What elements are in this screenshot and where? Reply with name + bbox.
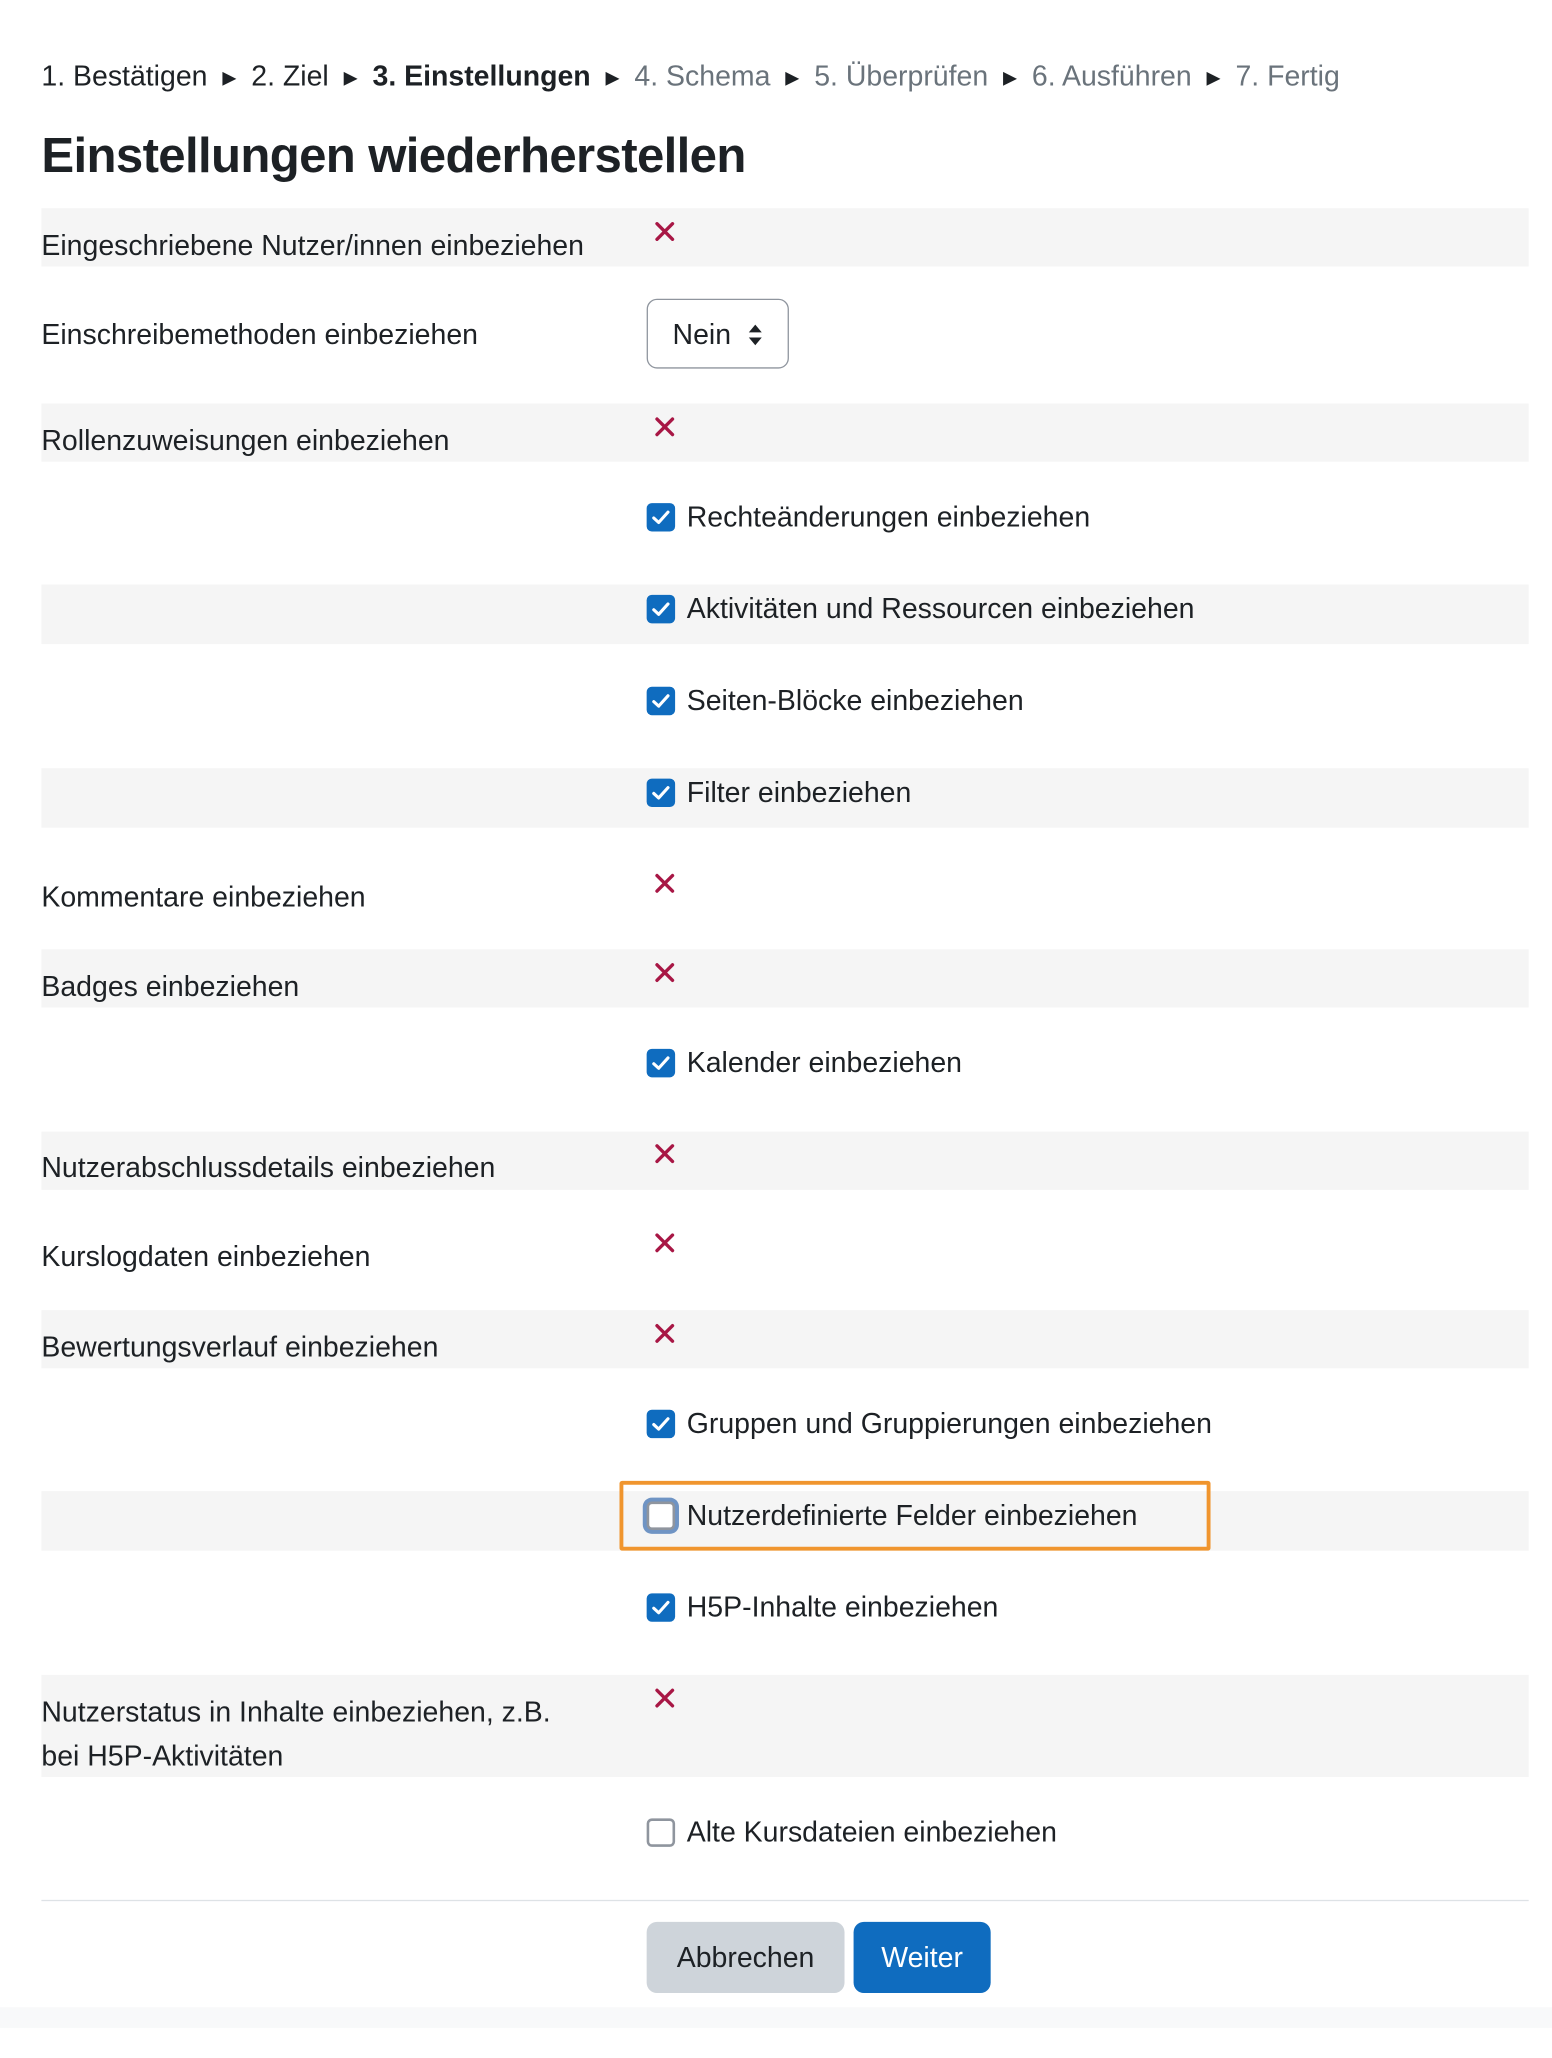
setting-label-users: Eingeschriebene Nutzer/innen einbeziehen bbox=[41, 228, 584, 262]
h5p-checkbox[interactable] bbox=[647, 1593, 675, 1621]
breadcrumb-separator-icon: ► bbox=[998, 64, 1022, 91]
setting-label-role-assignments: Rollenzuweisungen einbeziehen bbox=[41, 424, 450, 457]
setting-label-badges: Badges einbeziehen bbox=[41, 969, 300, 1003]
page-title: Einstellungen wiederherstellen bbox=[41, 129, 746, 184]
breadcrumb bbox=[41, 59, 1339, 93]
setting-label-user-completion: Nutzerabschlussdetails einbeziehen bbox=[41, 1151, 496, 1184]
h5p-label[interactable]: H5P-Inhalte einbeziehen bbox=[686, 1590, 999, 1624]
cross-icon bbox=[651, 413, 679, 441]
cross-icon bbox=[651, 1684, 679, 1712]
breadcrumb-separator-icon: ► bbox=[601, 64, 625, 91]
setting-label-grade-history: Bewertungsverlauf einbeziehen bbox=[41, 1330, 439, 1364]
cross-icon bbox=[651, 958, 679, 986]
permissions-label[interactable]: Rechteänderungen einbeziehen bbox=[686, 500, 1091, 533]
cancel-button[interactable]: Abbrechen bbox=[647, 1922, 845, 1993]
calendar-label[interactable]: Kalender einbeziehen bbox=[686, 1046, 963, 1079]
breadcrumb-separator-icon: ► bbox=[339, 64, 363, 91]
breadcrumb-step-settings: 3. Einstellungen bbox=[372, 59, 591, 92]
setting-label-logs: Kurslogdaten einbeziehen bbox=[41, 1240, 371, 1273]
blocks-label[interactable]: Seiten-Blöcke einbeziehen bbox=[686, 684, 1024, 717]
cross-icon bbox=[651, 217, 679, 245]
legacy-files-label[interactable]: Alte Kursdateien einbeziehen bbox=[686, 1815, 1057, 1849]
legacy-files-checkbox[interactable] bbox=[647, 1818, 675, 1846]
sort-arrows-icon bbox=[746, 322, 764, 348]
setting-label-comments: Kommentare einbeziehen bbox=[41, 880, 366, 914]
cross-icon bbox=[651, 1229, 679, 1257]
breadcrumb-separator-icon: ► bbox=[1202, 64, 1226, 91]
custom-fields-checkbox[interactable] bbox=[647, 1502, 675, 1530]
blocks-checkbox[interactable] bbox=[647, 687, 675, 715]
calendar-checkbox[interactable] bbox=[647, 1049, 675, 1077]
next-button[interactable]: Weiter bbox=[854, 1922, 991, 1993]
breadcrumb-step-destination: 2. Ziel bbox=[251, 59, 329, 92]
breadcrumb-step-schema: 4. Schema bbox=[634, 59, 771, 92]
enrolments-select[interactable] bbox=[647, 299, 789, 369]
cross-icon bbox=[651, 1319, 679, 1347]
setting-label-line: Nutzerstatus in Inhalte einbeziehen, z.B. bbox=[41, 1695, 551, 1728]
setting-label-enrolments: Einschreibemethoden einbeziehen bbox=[41, 318, 478, 351]
breadcrumb-step-confirm: 1. Bestätigen bbox=[41, 59, 208, 92]
cross-icon bbox=[651, 869, 679, 897]
custom-fields-label[interactable]: Nutzerdefinierte Felder einbeziehen bbox=[686, 1498, 1138, 1532]
page-footer-edge bbox=[0, 2007, 1552, 2028]
setting-label-line: bei H5P-Aktivitäten bbox=[41, 1739, 284, 1772]
filters-label[interactable]: Filter einbeziehen bbox=[686, 775, 912, 809]
filters-checkbox[interactable] bbox=[647, 779, 675, 807]
breadcrumb-step-complete: 7. Fertig bbox=[1235, 59, 1340, 92]
activities-label[interactable]: Aktivitäten und Ressourcen einbeziehen bbox=[686, 592, 1195, 625]
breadcrumb-step-process: 6. Ausführen bbox=[1031, 59, 1192, 92]
groups-checkbox[interactable] bbox=[647, 1410, 675, 1438]
cross-icon bbox=[651, 1139, 679, 1167]
form-divider bbox=[41, 1900, 1528, 1901]
permissions-checkbox[interactable] bbox=[647, 503, 675, 531]
activities-checkbox[interactable] bbox=[647, 595, 675, 623]
breadcrumb-step-review: 5. Überprüfen bbox=[814, 59, 989, 92]
breadcrumb-separator-icon: ► bbox=[217, 64, 241, 91]
groups-label[interactable]: Gruppen und Gruppierungen einbeziehen bbox=[686, 1407, 1212, 1440]
setting-label-content-user-state bbox=[41, 1690, 610, 1778]
breadcrumb-separator-icon: ► bbox=[780, 64, 804, 91]
enrolments-select-value: Nein bbox=[672, 318, 732, 351]
